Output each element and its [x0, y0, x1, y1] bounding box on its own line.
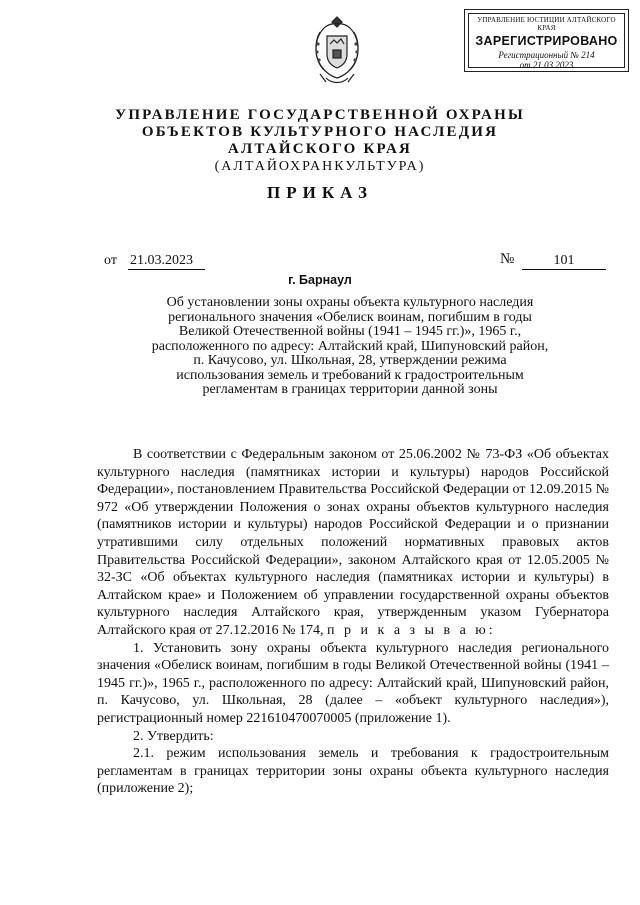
agency-name-line-3: АЛТАЙСКОГО КРАЯ — [227, 141, 413, 157]
preamble-text: В соответствии с Федеральным законом от 25.06.2002 № 73-ФЗ «Об объектах культурного наследия (памятниках истории и культуры) народов Российской Федерации», постановлением Правительства Российской Федерации от 12.09.2015 № 972 «Об утверждении Положения о зонах охраны объектов культурного наследия (памятников истории и культуры) народов Российской Федерации и о признании утратившими силу отдельных положений нормативных правовых актов Правительства Российской Федерации», законом Алтайского края от 12.05.2005 № 32-ЗС «Об объектах культурного наследия (памятниках истории и культуры) в Алтайском крае» и Положением об управлении государственной охраны объектов культурного наследия Алтайского края, утвержденным указом Губернатора Алтайского края от 27.12.2016 № 174, — [97, 447, 609, 638]
order-subject: Об установлении зоны охраны объекта культурного наследия регионального значения «Обелиск воинам, погибшим в годы Великой Отечественной войны (1941 – 1945 гг.)», 1965 г., расположенного по адресу: Алтайский край, Шипуновский район, п. Качусово, ул. Школьная, 28, утверждении режима использования земель и требований к градостроительным регламентам в границах территории данной зоны — [151, 295, 549, 397]
document-title: ПРИКАЗ — [267, 183, 373, 202]
preamble-paragraph — [97, 446, 609, 640]
agency-name-line-1: УПРАВЛЕНИЕ ГОСУДАРСТВЕННОЙ ОХРАНЫ — [115, 107, 525, 123]
number-label: № — [500, 251, 515, 267]
stamp-authority: УПРАВЛЕНИЕ ЮСТИЦИИ АЛТАЙСКОГО КРАЯ — [477, 16, 616, 32]
order-number: 101 — [522, 253, 606, 270]
city: г. Барнаул — [288, 273, 352, 287]
stamp-reg-number: Регистрационный № 214 — [498, 50, 595, 60]
date-label: от — [104, 253, 117, 268]
altai-krai-coat-of-arms-icon — [306, 14, 368, 88]
order-body — [97, 446, 609, 798]
item-1: 1. Установить зону охраны объекта культурного наследия регионального значения «Обелиск воинам, погибшим в годы Великой Отечественной войны (1941 – 1945 гг.)», 1965 г., расположенного по адресу: Алтайский край, Шипуновский район, п. Качусово, ул. Школьная, 28 (далее – «объект культурного наследия»), регистрационный номер 221610470070005 (приложение 1). — [97, 640, 609, 726]
stamp-registered: ЗАРЕГИСТРИРОВАНО — [475, 34, 618, 48]
stamp-reg-date: от 21.03.2023 — [519, 60, 574, 70]
item-2-1: 2.1. режим использования земель и требования к градостроительным регламентам в границах территории зоны охраны объекта культурного наследия (приложение 2); — [97, 746, 609, 797]
registration-stamp — [464, 9, 629, 72]
order-date: 21.03.2023 — [128, 253, 205, 270]
agency-abbreviation: (АЛТАЙОХРАНКУЛЬТУРА) — [214, 159, 426, 174]
item-2: 2. Утвердить: — [133, 728, 214, 744]
order-word: п р и к а з ы в а ю: — [327, 622, 496, 638]
agency-name-line-2: ОБЪЕКТОВ КУЛЬТУРНОГО НАСЛЕДИЯ — [141, 124, 499, 140]
